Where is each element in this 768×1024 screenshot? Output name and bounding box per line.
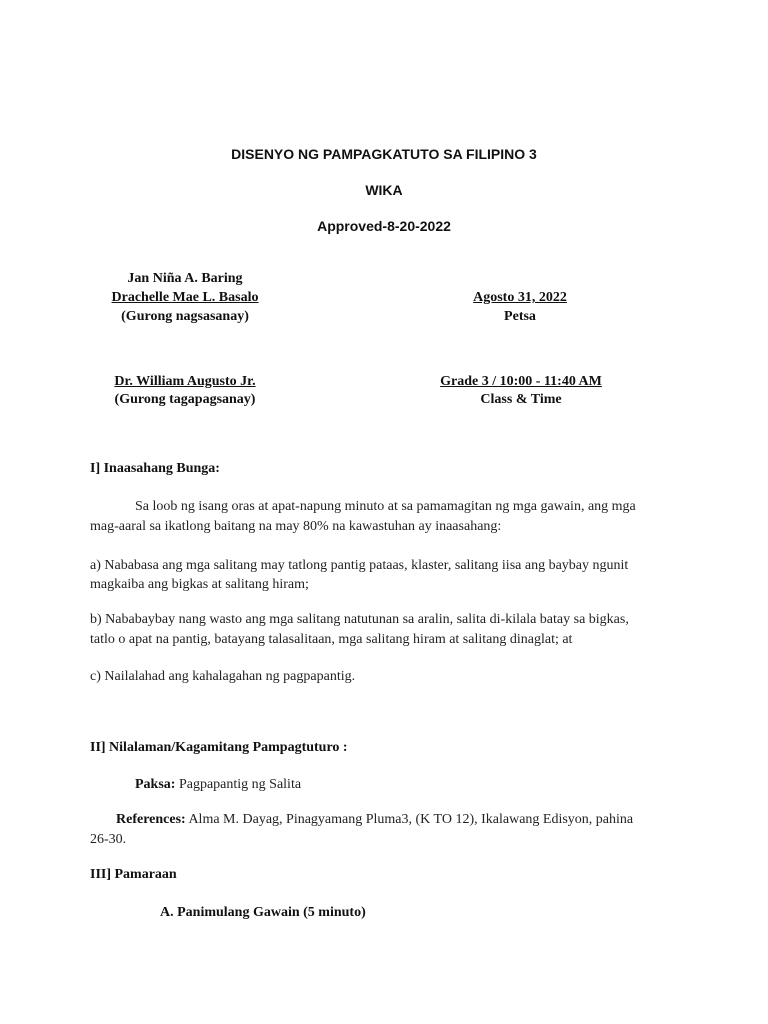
objective-a-line-1: a) Nababasa ang mga salitang may tatlong pantig pataas, klaster, salitang iisa ang baybay ngunit <box>90 558 629 573</box>
section-3-item-a: A. Panimulang Gawain (5 minuto) <box>160 905 366 920</box>
section-2-heading: II] Nilalaman/Kagamitang Pampagtuturo : <box>90 740 348 755</box>
supervisor-role: (Gurong tagapagsanay) <box>114 392 256 407</box>
date-value: Agosto 31, 2022 <box>473 290 567 305</box>
date-label: Petsa <box>504 309 536 324</box>
intro-line-2: mag-aaral sa ikatlong baitang na may 80% na kawastuhan ay inaasahang: <box>90 519 502 534</box>
supervisor-name: Dr. William Augusto Jr. <box>114 374 256 389</box>
section-1-heading: I] Inaasahang Bunga: <box>90 461 220 476</box>
section-3-heading: III] Pamaraan <box>90 867 177 882</box>
document-title: DISENYO NG PAMPAGKATUTO SA FILIPINO 3 <box>231 146 537 162</box>
teacher-name-1: Jan Niña A. Baring <box>127 271 243 286</box>
approved-date: Approved-8-20-2022 <box>317 218 451 234</box>
paksa-label: Paksa: <box>135 777 176 792</box>
document-subtitle: WIKA <box>365 182 403 198</box>
intro-line-1: Sa loob ng isang oras at apat-napung minuto at sa pamamagitan ng mga gawain, ang mga <box>135 499 636 514</box>
references-line-2: 26-30. <box>90 832 127 847</box>
objective-c: c) Nailalahad ang kahalagahan ng pagpapantig. <box>90 669 356 684</box>
paksa-value: Pagpapantig ng Salita <box>178 777 302 792</box>
references-line-1 <box>116 809 677 830</box>
paksa-line <box>135 774 301 795</box>
objective-b-line-1: b) Nababaybay nang wasto ang mga salitang natutunan sa aralin, salita di-kilala batay sa bigkas, <box>90 612 629 627</box>
teacher-name-2: Drachelle Mae L. Basalo <box>111 290 259 305</box>
class-time-value: Grade 3 / 10:00 - 11:40 AM <box>440 374 602 389</box>
references-value: Alma M. Dayag, Pinagyamang Pluma3, (K TO 12), Ikalawang Edisyon, pahina <box>188 812 634 827</box>
teacher-role: (Gurong nagsasanay) <box>121 309 249 324</box>
references-label: References: <box>116 812 186 827</box>
objective-b-line-2: tatlo o apat na pantig, batayang talasalitaan, mga salitang hiram at salitang dinaglat; at <box>90 632 573 647</box>
objective-a-line-2: magkaiba ang bigkas at salitang hiram; <box>90 577 309 592</box>
class-time-label: Class & Time <box>480 392 562 407</box>
